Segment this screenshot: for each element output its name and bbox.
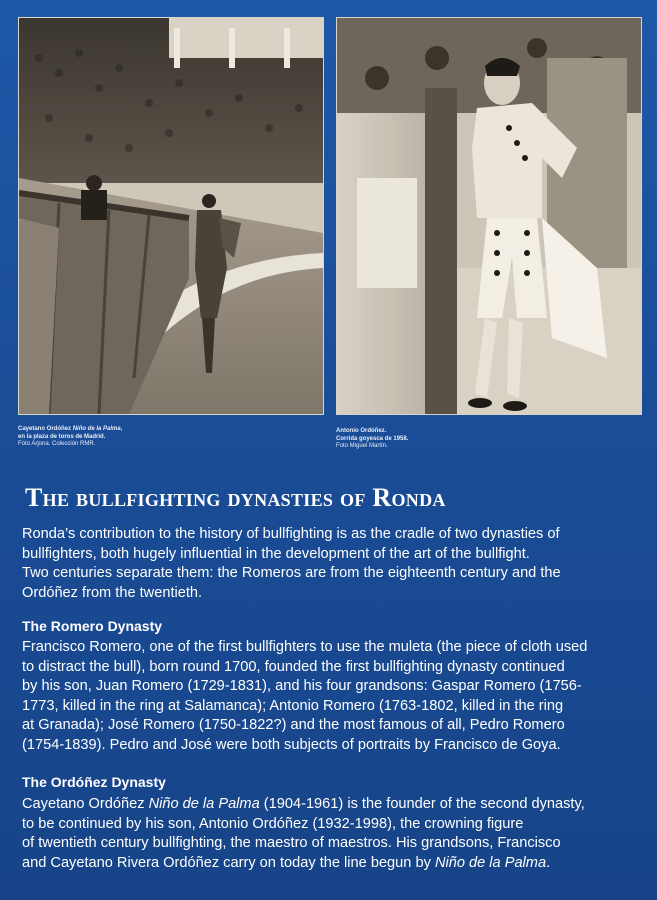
ordonez-line: of twentieth century bullfighting, the maestro of maestros. His grandsons, Francisco — [22, 835, 561, 852]
caption-left-credit: Foto Arjona. Colección RMR. — [18, 441, 96, 447]
ordonez-line — [22, 854, 642, 874]
romero-line: 1773, killed in the ring at Salamanca); Antonio Romero (1763-1802, killed in the ring — [22, 697, 564, 714]
ordonez-text-fragment: Cayetano Ordóñez — [22, 796, 149, 812]
caption-left-line2: en la plaza de toros de Madrid. — [18, 433, 106, 440]
intro-line: Ronda’s contribution to the history of bullfighting is as the cradle of two dynasties of — [22, 526, 560, 542]
ordonez-heading: The Ordóñez Dynasty — [22, 774, 166, 790]
photo-bullfighter-portrait — [336, 17, 642, 415]
romero-line: (1754-1839). Pedro and José were both subjects of portraits by Francisco de Goya. — [22, 736, 561, 753]
caption-left-photo — [18, 426, 218, 449]
caption-left-name: Cayetano Ordóñez — [18, 426, 72, 432]
intro-paragraph — [22, 525, 642, 603]
ordonez-text-fragment: and Cayetano Rivera Ordóñez carry on today the line begun by — [22, 854, 435, 871]
caption-right-name: Antonio Ordóñez. — [336, 428, 387, 434]
ordonez-line: to be continued by his son, Antonio Ordóñez (1932-1998), the crowning figure — [22, 815, 524, 832]
caption-left-line1: Cayetano Ordóñez Niño de la Palma, — [18, 426, 123, 432]
caption-right-line2: Corrida goyesca de 1958. — [336, 435, 409, 442]
ordonez-paragraph — [22, 795, 642, 873]
ordonez-nickname: Niño de la Palma — [148, 796, 260, 812]
intro-line: Ordóñez from the twentieth. — [22, 584, 203, 601]
caption-right-credit: Foto Miguel Martín. — [336, 443, 388, 449]
romero-line: Francisco Romero, one of the first bullfighters to use the muleta (the piece of cloth used — [22, 639, 588, 655]
ordonez-text-fragment: (1904-1961) is the founder of the second dynasty, — [259, 796, 585, 812]
photo-bullfighter-arena — [18, 17, 324, 415]
ordonez-line — [22, 795, 642, 815]
romero-paragraph — [22, 638, 642, 756]
romero-line: by his son, Juan Romero (1729-1831), and his four grandsons: Gaspar Romero (1756- — [22, 678, 582, 695]
caption-left-nickname: Niño de la Palma — [72, 426, 121, 432]
ordonez-nickname: Niño de la Palma — [434, 854, 547, 871]
intro-line: Two centuries separate them: the Romeros are from the eighteenth century and the — [22, 565, 561, 582]
panel-title: The bullfighting dynasties of Ronda — [25, 483, 446, 512]
ordonez-text-fragment: . — [546, 854, 551, 871]
romero-line: to distract the bull), born round 1700, founded the first bullfighting dynasty continued — [22, 658, 565, 675]
romero-heading: The Romero Dynasty — [22, 618, 163, 634]
intro-line: bullfighters, both hugely influential in the development of the art of the bullfight. — [22, 545, 530, 562]
caption-right-photo — [336, 428, 536, 451]
romero-line: at Granada); José Romero (1750-1822?) and the most famous of all, Pedro Romero — [22, 717, 565, 734]
